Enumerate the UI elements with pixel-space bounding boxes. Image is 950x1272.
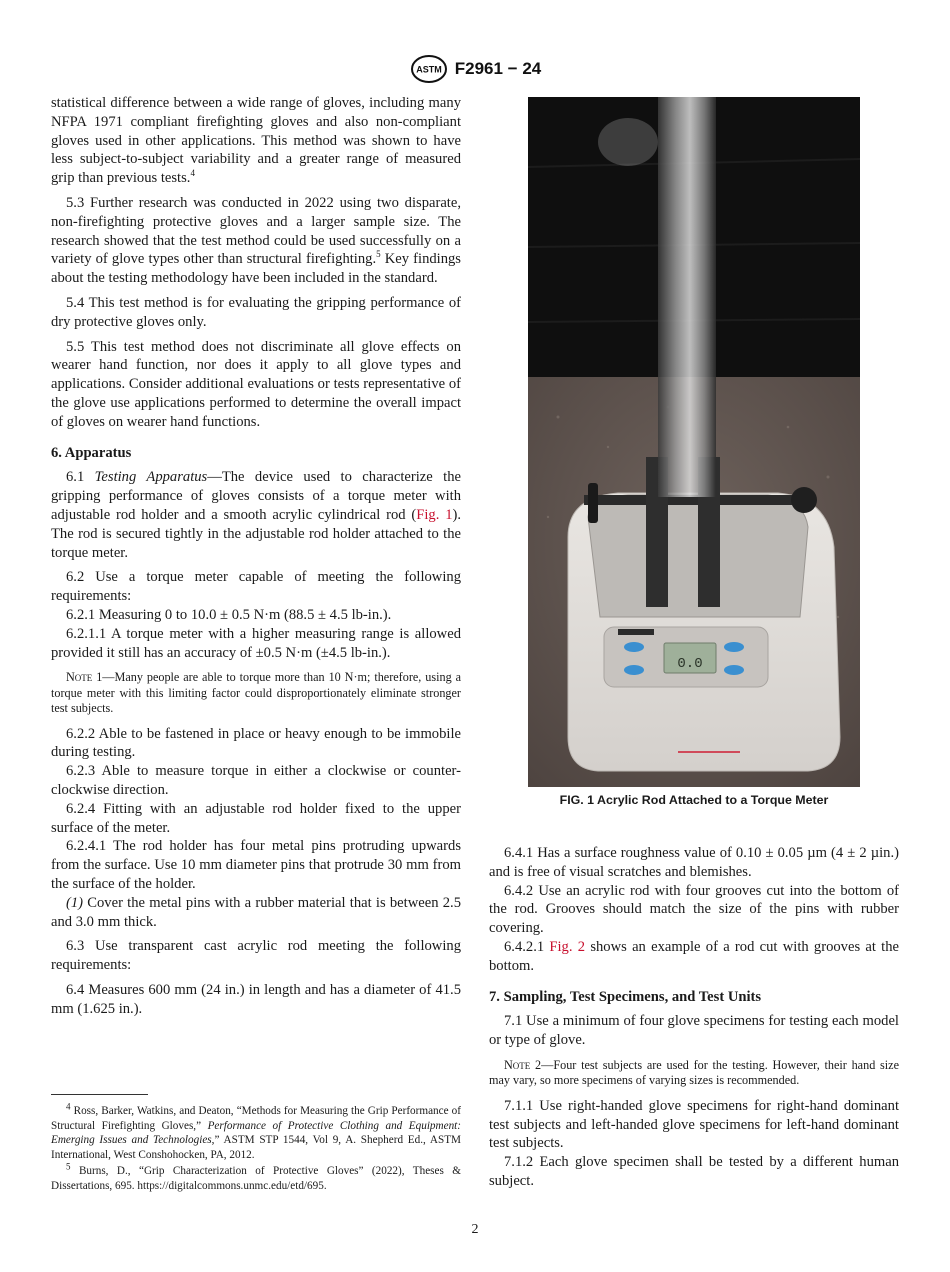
figure-1-caption: FIG. 1 Acrylic Rod Attached to a Torque Meter xyxy=(559,793,829,807)
paragraph-6-2-1: 6.2.1 Measuring 0 to 10.0 ± 0.5 N·m (88.5 ± 4.5 lb-in.). xyxy=(66,606,392,623)
footnote-5: $^5$ Burns, D., “Grip Characterization of Protective Gloves” (2022), Theses & Dissertations, 695. https://digitalcommons.unmc.edu/etd/695. xyxy=(51,1161,461,1192)
right-column xyxy=(489,844,899,1191)
paragraph-6-2-4: 6.2.4 Fitting with an adjustable rod holder fixed to the upper surface of the meter. xyxy=(51,800,461,836)
paragraph-6-2: 6.2 Use a torque meter capable of meeting the following requirements: xyxy=(51,569,461,605)
paragraph-continued: statistical difference between a wide range of gloves, including many NFPA 1971 compliant firefighting gloves and also non-compliant gloves used in other applications. This method was shown to have less subject-to-subject variability and a greater range of measured grip than previous tests.$^4$ xyxy=(51,95,461,187)
footnote-4: $^4$ Ross, Barker, Watkins, and Deaton, “Methods for Measuring the Grip Performance of Structural Firefighting Gloves,” Performance of Protective Clothing and Equipment: Emerging Issues and Technologies,” ASTM STP 1544, Vol 9, A. Shepherd Ed., ASTM International, West Conshohocken, PA, 2012. xyxy=(51,1101,461,1161)
page-header xyxy=(0,54,950,84)
paragraph-6-2-4-1-1: (1) Cover the metal pins with a rubber material that is between 2.5 and 3.0 mm thick. xyxy=(51,894,461,930)
paragraph-6-2-2: 6.2.2 Able to be fastened in place or heavy enough to be immobile during testing. xyxy=(51,725,461,761)
page-number: 2 xyxy=(471,1222,479,1237)
document-designation: F2961 − 24 xyxy=(454,59,542,78)
paragraph-6-2-1-1: 6.2.1.1 A torque meter with a higher measuring range is allowed provided it still has an accuracy of ±0.5 N·m (±4.5 lb-in.). xyxy=(51,625,461,661)
paragraph-7-1: 7.1 Use a minimum of four glove specimens for testing each model or type of glove. xyxy=(489,1013,899,1049)
paragraph-5-3: 5.3 Further research was conducted in 2022 using two disparate, non-firefighting protective gloves and a larger sample size. The research showed that the test method could be used successfully on a variety of glove types other than structural firefighting.$^5$ Key findings about the testing methodology have been included in the standard. xyxy=(51,194,461,287)
paragraph-6-2-3: 6.2.3 Able to measure torque in either a clockwise or counter-clockwise direction. xyxy=(51,763,461,798)
paragraph-6-4: 6.4 Measures 600 mm (24 in.) in length and has a diameter of 41.5 mm (1.625 in.). xyxy=(51,981,461,1017)
paragraph-7-1-1: 7.1.1 Use right-handed glove specimens for right-hand dominant test subjects and left-handed glove specimens for left-hand dominant test subjects. xyxy=(489,1097,899,1152)
figure-2-link[interactable]: Fig. 2 xyxy=(549,938,586,955)
paragraph-6-1: 6.1 Testing Apparatus—The device used to characterize the gripping performance of gloves consists of a torque meter with adjustable rod holder and a smooth acrylic cylindrical rod (Fig. 1). The rod is secured tightly in the adjustable rod holder attached to the torque meter. xyxy=(51,469,462,561)
paragraph-6-2-4-1: 6.2.4.1 The rod holder has four metal pins protruding upwards from the surface. Use 10 mm diameter pins that protrude 30 mm from the surface of the holder. xyxy=(51,838,461,892)
paragraph-5-4: 5.4 This test method is for evaluating the gripping performance of dry protective gloves only. xyxy=(51,294,461,330)
figure-1-photo xyxy=(528,97,860,787)
footnote-ref-4[interactable]: 4 xyxy=(190,168,195,179)
left-column xyxy=(51,94,461,1024)
paragraph-7-1-2: 7.1.2 Each glove specimen shall be tested by a different human subject. xyxy=(489,1154,899,1189)
paragraph-6-3: 6.3 Use transparent cast acrylic rod meeting the following requirements: xyxy=(51,938,461,974)
display-reading: 0.0 xyxy=(677,656,703,672)
torque-meter-photo xyxy=(528,97,860,787)
paragraph-6-4-1: 6.4.1 Has a surface roughness value of 0.10 ± 0.05 µm (4 ± 2 µin.) and is free of visual scratches and blemishes. xyxy=(489,845,899,880)
paragraph-6-4-2-1: 6.4.2.1 Fig. 2 shows an example of a rod cut with grooves at the bottom. xyxy=(489,938,899,974)
section-heading-apparatus: 6. Apparatus xyxy=(51,444,132,461)
footnote-divider xyxy=(51,1094,148,1095)
footnote-ref-5[interactable]: 5 xyxy=(376,249,381,260)
footnotes xyxy=(51,1101,461,1196)
section-heading-sampling: 7. Sampling, Test Specimens, and Test Units xyxy=(489,988,762,1005)
figure-1-link[interactable]: Fig. 1 xyxy=(416,506,453,523)
paragraph-6-4-2: 6.4.2 Use an acrylic rod with four grooves cut into the bottom of the rod. Grooves should match the size of the pins with rubber covering. xyxy=(489,882,899,937)
astm-logo-icon xyxy=(409,54,449,84)
paragraph-5-5: 5.5 This test method does not discriminate all glove effects on wearer hand function, nor does it apply to all glove types and applications. Consider additional evaluations or tests representative of the glove use applications performed to determine the overall impact of gloves on wearer hand functions. xyxy=(51,338,461,430)
note-1: Note 1—Many people are able to torque more than 10 N·m; therefore, using a torque meter with this limiting factor could disproportionately eliminate stronger test subjects. xyxy=(51,670,461,716)
note-2: Note 2—Four test subjects are used for the testing. However, their hand size may vary, so more specimens of varying sizes is recommended. xyxy=(489,1057,899,1088)
svg-text:ASTM: ASTM xyxy=(416,64,442,75)
